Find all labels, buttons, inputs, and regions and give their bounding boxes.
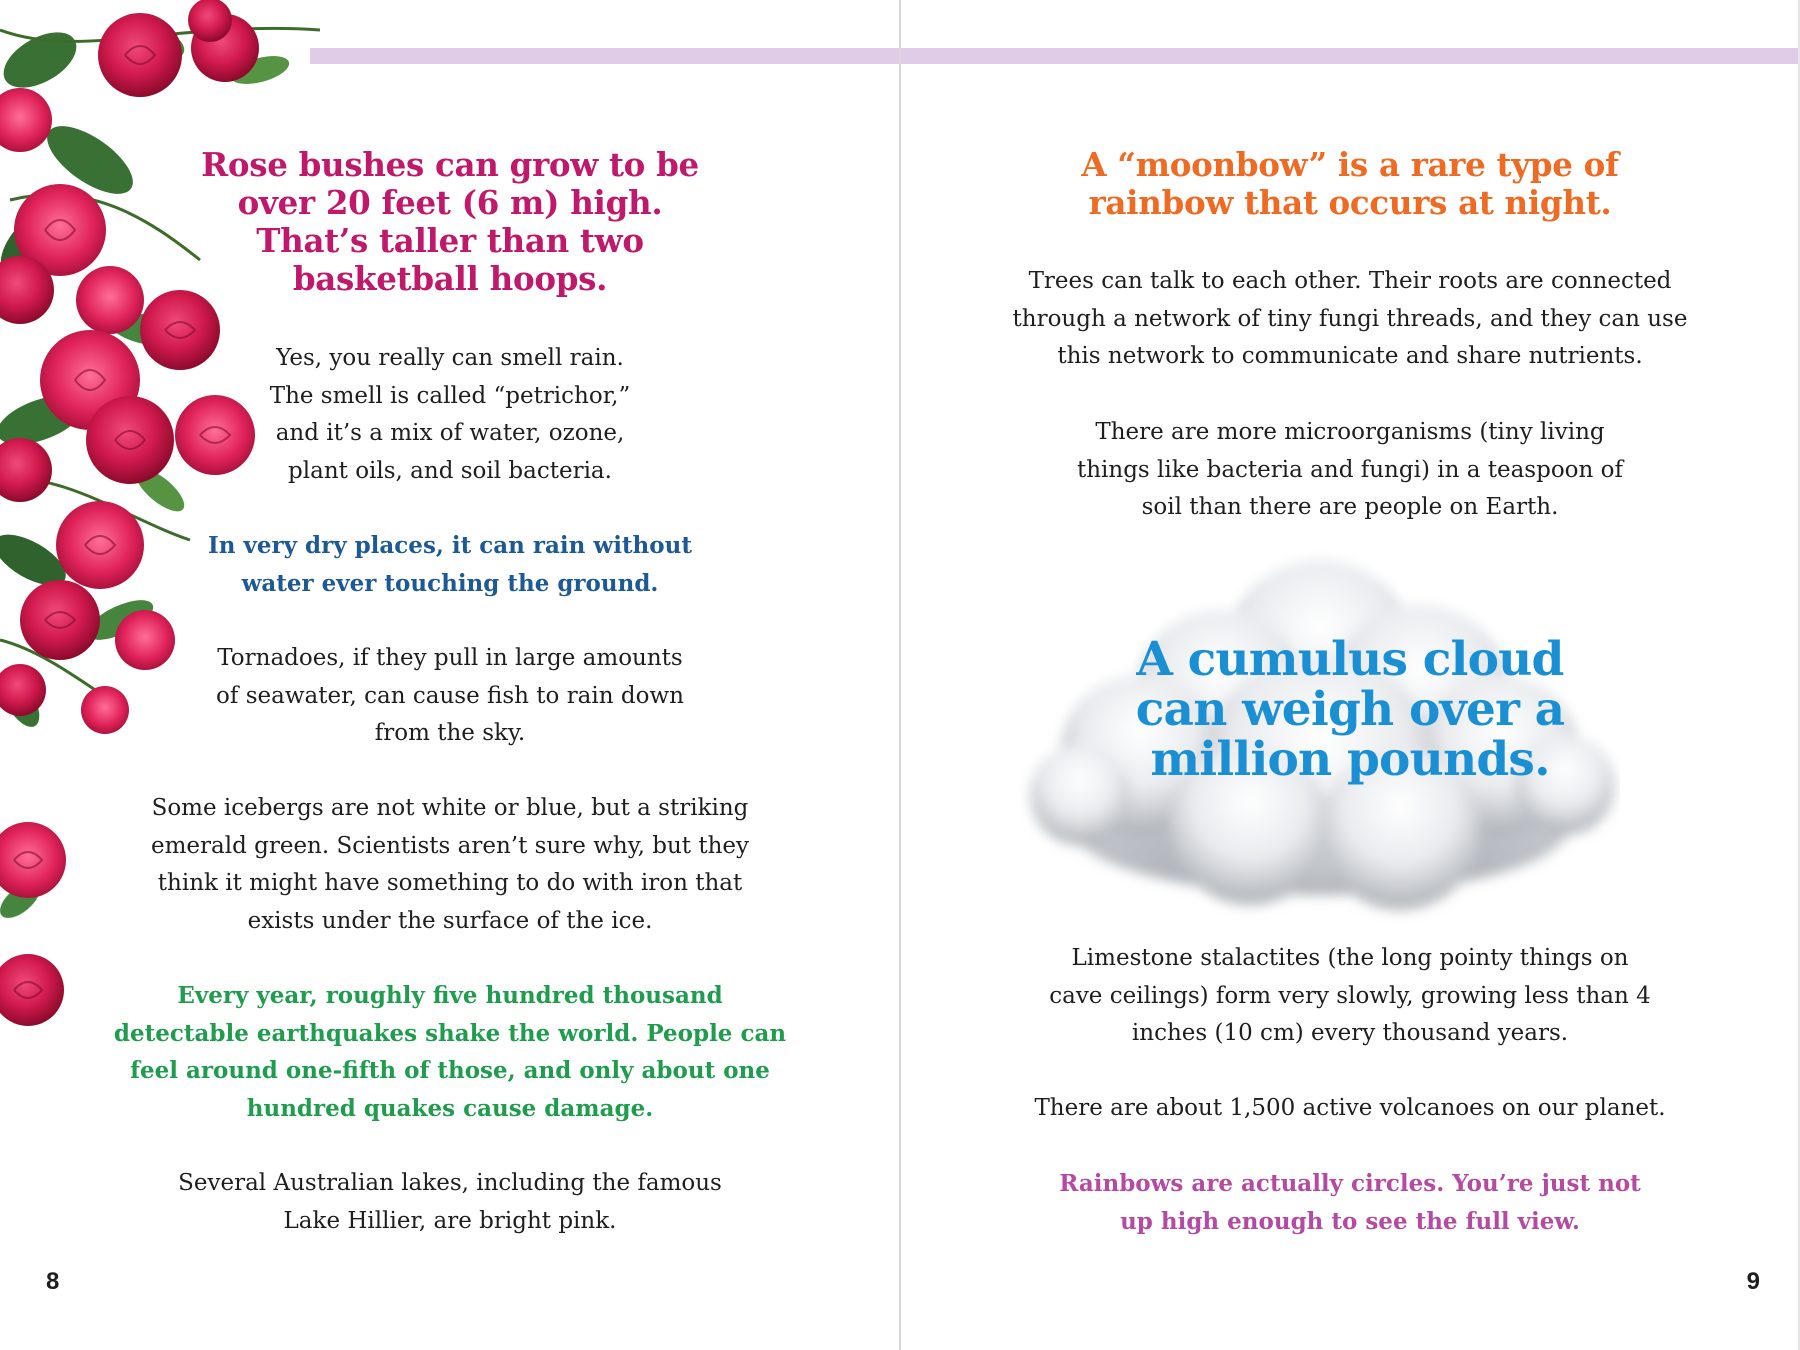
page-number-left: 8 (46, 1268, 60, 1295)
moonbow-headline: A “moonbow” is a rare type of rainbow that occurs at night. (1081, 145, 1619, 222)
fact-rainbow-circles: Rainbows are actually circles. You’re just not up high enough to see the full view. (1059, 1170, 1641, 1235)
rose-headline: Rose bushes can grow to be over 20 feet (6 m) high. That’s taller than two basketball hoops. (201, 145, 699, 298)
fact-tornado-fish: Tornadoes, if they pull in large amounts of seawater, can cause fish to rain down from the sky. (216, 645, 684, 746)
top-decorative-bar (901, 48, 1800, 64)
fact-soil-microorganisms: There are more microorganisms (tiny living things like bacteria and fungi) in a teaspoon of soil than there are people on Earth. (1076, 419, 1623, 520)
fact-green-icebergs: Some icebergs are not white or blue, but a striking emerald green. Scientists aren’t sure why, but they think it might have something to do with iron that exists under the surface of the ice. (150, 795, 750, 934)
fact-earthquakes: Every year, roughly five hundred thousand detectable earthquakes shake the world. People can feel around one-fifth of those, and only about one hundred quakes cause damage. (113, 982, 787, 1122)
fact-talking-trees: Trees can talk to each other. Their roots are connected through a network of tiny fungi threads, and they can use this network to communicate and share nutrients. (1012, 268, 1688, 369)
fact-petrichor: Yes, you really can smell rain. The smell is called “petrichor,” and it’s a mix of water, ozone, plant oils, and soil bacteria. (269, 345, 631, 484)
fact-volcanoes: There are about 1,500 active volcanoes on our planet. (1034, 1095, 1666, 1121)
fact-pink-lakes: Several Australian lakes, including the famous Lake Hillier, are bright pink. (178, 1170, 722, 1234)
fact-dry-rain: In very dry places, it can rain without water ever touching the ground. (208, 532, 692, 597)
page-number-right: 9 (1746, 1268, 1760, 1295)
top-decorative-bar (310, 48, 900, 64)
fact-stalactites: Limestone stalactites (the long pointy things on cave ceilings) form very slowly, growing less than 4 inches (10 cm) every thousand years. (1049, 945, 1651, 1046)
cloud-weight-fact: A cumulus cloud can weigh over a million pounds. (1135, 632, 1565, 787)
